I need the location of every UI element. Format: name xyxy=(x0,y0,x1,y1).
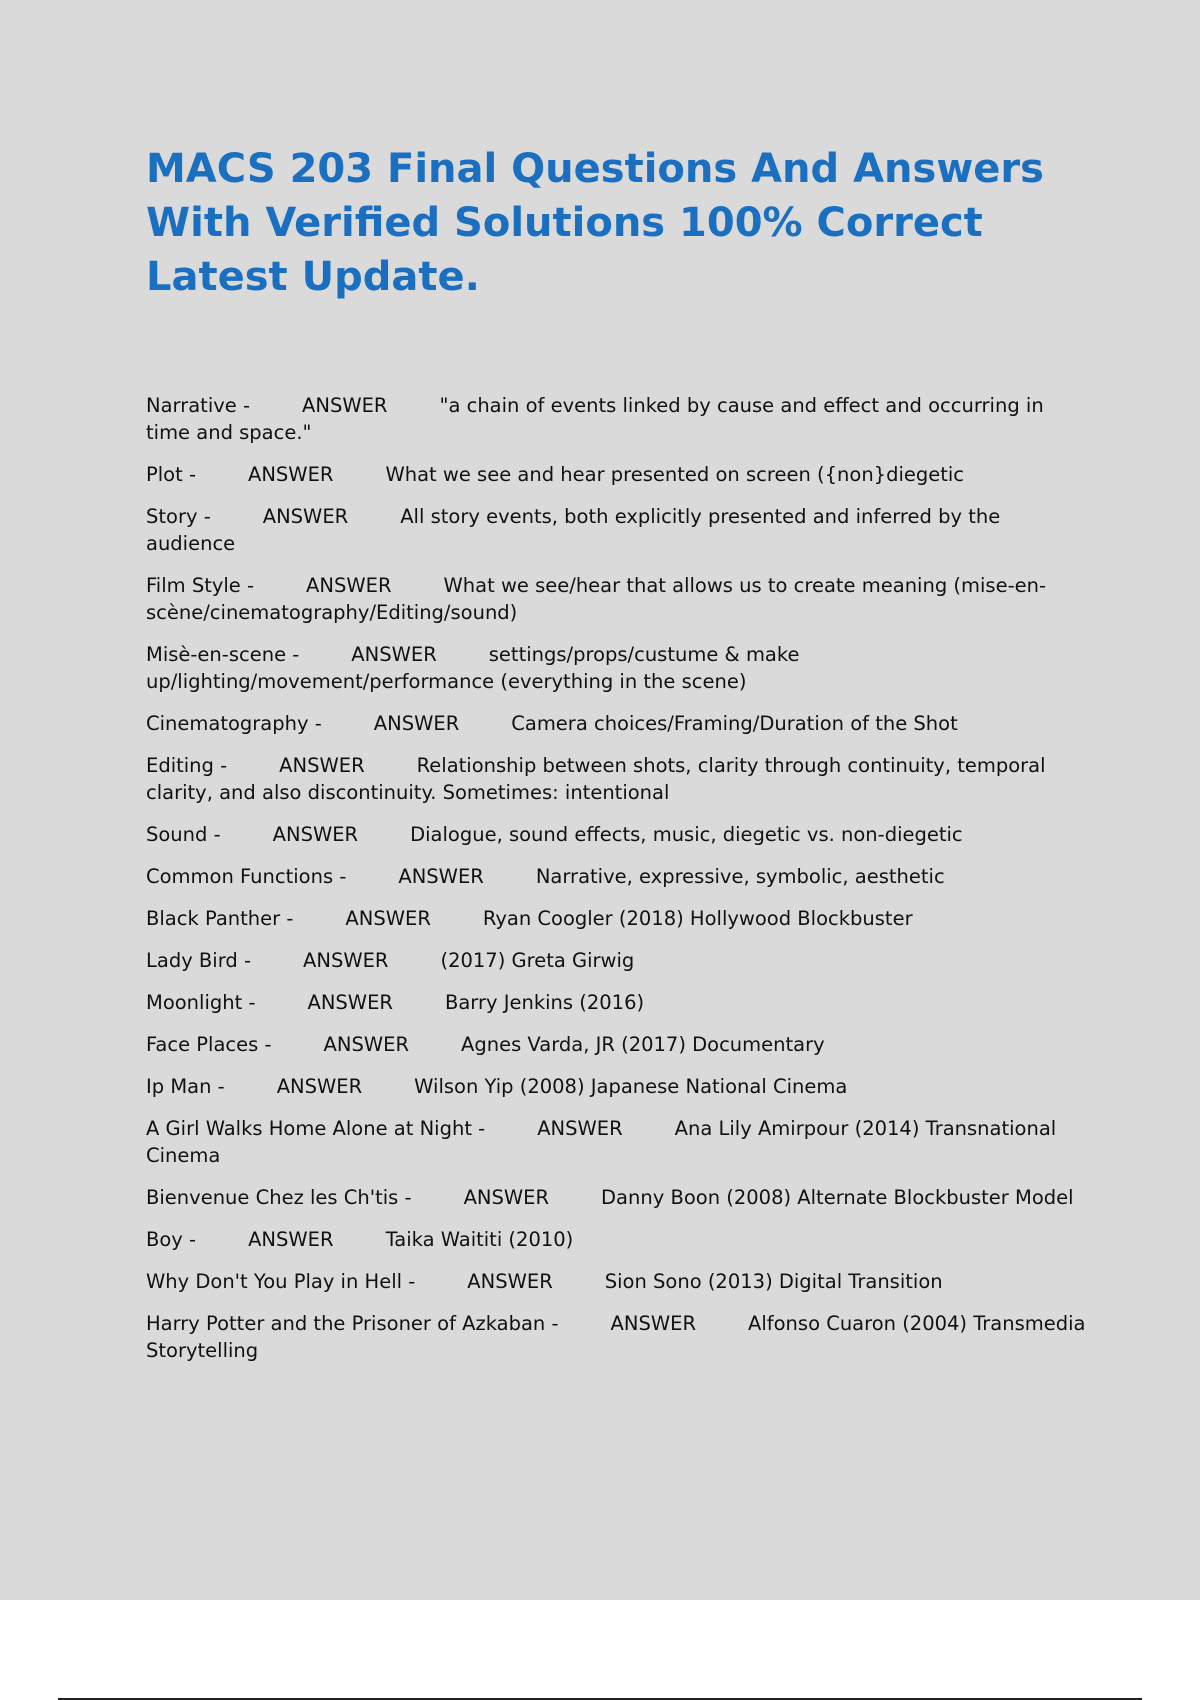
answer-marker: ANSWER xyxy=(262,505,349,528)
qa-term: Story - xyxy=(146,505,211,528)
answer-marker: ANSWER xyxy=(302,394,388,417)
answer-marker: ANSWER xyxy=(610,1312,696,1335)
qa-term: Black Panther - xyxy=(146,907,294,930)
qa-item xyxy=(146,752,1086,806)
answer-marker: ANSWER xyxy=(351,643,437,666)
qa-answer: Taika Waititi (2010) xyxy=(385,1228,574,1251)
qa-list xyxy=(146,392,1086,1379)
answer-marker: ANSWER xyxy=(467,1270,553,1293)
qa-answer: (2017) Greta Girwig xyxy=(440,949,635,972)
qa-item xyxy=(146,821,1086,848)
qa-answer: Narrative, expressive, symbolic, aesthetic xyxy=(535,865,945,888)
qa-answer: Barry Jenkins (2016) xyxy=(444,991,645,1014)
document-title: MACS 203 Final Questions And Answers With Verified Solutions 100% Correct Latest Update. xyxy=(146,146,1044,300)
qa-item xyxy=(146,863,1086,890)
qa-term: Common Functions - xyxy=(146,865,347,888)
qa-term: Misè-en-scene - xyxy=(146,643,300,666)
qa-answer: Ryan Coogler (2018) Hollywood Blockbuster xyxy=(482,907,913,930)
answer-marker: ANSWER xyxy=(463,1186,550,1209)
answer-marker: ANSWER xyxy=(276,1075,363,1098)
qa-answer: Alfonso Cuaron (2004) Transmedia Storytelling xyxy=(146,1312,1086,1362)
qa-term: Narrative - xyxy=(146,394,251,417)
qa-answer: Relationship between shots, clarity through continuity, temporal clarity, and also discontinuity. Sometimes: intentional xyxy=(146,754,1046,804)
answer-marker: ANSWER xyxy=(303,949,389,972)
qa-answer: Dialogue, sound effects, music, diegetic vs. non-diegetic xyxy=(410,823,963,846)
answer-marker: ANSWER xyxy=(537,1117,623,1140)
answer-marker: ANSWER xyxy=(323,1033,409,1056)
qa-item xyxy=(146,1115,1086,1169)
answer-marker: ANSWER xyxy=(279,754,365,777)
qa-item xyxy=(146,1073,1086,1100)
qa-term: Face Places - xyxy=(146,1033,272,1056)
qa-answer: Ana Lily Amirpour (2014) Transnational Cinema xyxy=(146,1117,1057,1167)
qa-item xyxy=(146,1226,1086,1253)
qa-term: Editing - xyxy=(146,754,228,777)
qa-term: Film Style - xyxy=(146,574,255,597)
qa-item xyxy=(146,1310,1086,1364)
qa-term: A Girl Walks Home Alone at Night - xyxy=(146,1117,486,1140)
qa-term: Sound - xyxy=(146,823,221,846)
qa-item xyxy=(146,641,1086,695)
qa-term: Harry Potter and the Prisoner of Azkaban - xyxy=(146,1312,559,1335)
qa-item xyxy=(146,1184,1086,1211)
answer-marker: ANSWER xyxy=(306,574,392,597)
qa-term: Cinematography - xyxy=(146,712,322,735)
qa-item xyxy=(146,905,1086,932)
qa-item xyxy=(146,461,1086,488)
qa-term: Lady Bird - xyxy=(146,949,252,972)
qa-term: Bienvenue Chez les Ch'tis - xyxy=(146,1186,412,1209)
qa-term: Ip Man - xyxy=(146,1075,225,1098)
qa-item xyxy=(146,989,1086,1016)
qa-term: Why Don't You Play in Hell - xyxy=(146,1270,416,1293)
qa-item xyxy=(146,1031,1086,1058)
answer-marker: ANSWER xyxy=(248,1228,334,1251)
qa-item xyxy=(146,710,1086,737)
qa-term: Moonlight - xyxy=(146,991,256,1014)
answer-marker: ANSWER xyxy=(272,823,359,846)
qa-answer: Camera choices/Framing/Duration of the Shot xyxy=(511,712,958,735)
qa-answer: settings/props/custume & make up/lighting/movement/performance (everything in the scene) xyxy=(146,643,800,693)
answer-marker: ANSWER xyxy=(398,865,484,888)
answer-marker: ANSWER xyxy=(373,712,460,735)
qa-item xyxy=(146,503,1086,557)
qa-item xyxy=(146,1268,1086,1295)
qa-answer: Agnes Varda, JR (2017) Documentary xyxy=(461,1033,825,1056)
answer-marker: ANSWER xyxy=(345,907,431,930)
answer-marker: ANSWER xyxy=(307,991,393,1014)
qa-answer: What we see and hear presented on screen ({non}diegetic xyxy=(385,463,965,486)
qa-term: Boy - xyxy=(146,1228,197,1251)
qa-item xyxy=(146,572,1086,626)
qa-answer: Danny Boon (2008) Alternate Blockbuster Model xyxy=(601,1186,1074,1209)
qa-item xyxy=(146,392,1086,446)
qa-answer: Wilson Yip (2008) Japanese National Cinema xyxy=(414,1075,848,1098)
qa-term: Plot - xyxy=(146,463,196,486)
qa-answer: What we see/hear that allows us to create meaning (mise-en-scène/cinematography/Editing/sound) xyxy=(146,574,1047,624)
qa-answer: "a chain of events linked by cause and effect and occurring in time and space." xyxy=(146,394,1044,444)
qa-answer: All story events, both explicitly presented and inferred by the audience xyxy=(146,505,1001,555)
qa-answer: Sion Sono (2013) Digital Transition xyxy=(604,1270,943,1293)
qa-item xyxy=(146,947,1086,974)
answer-marker: ANSWER xyxy=(248,463,334,486)
